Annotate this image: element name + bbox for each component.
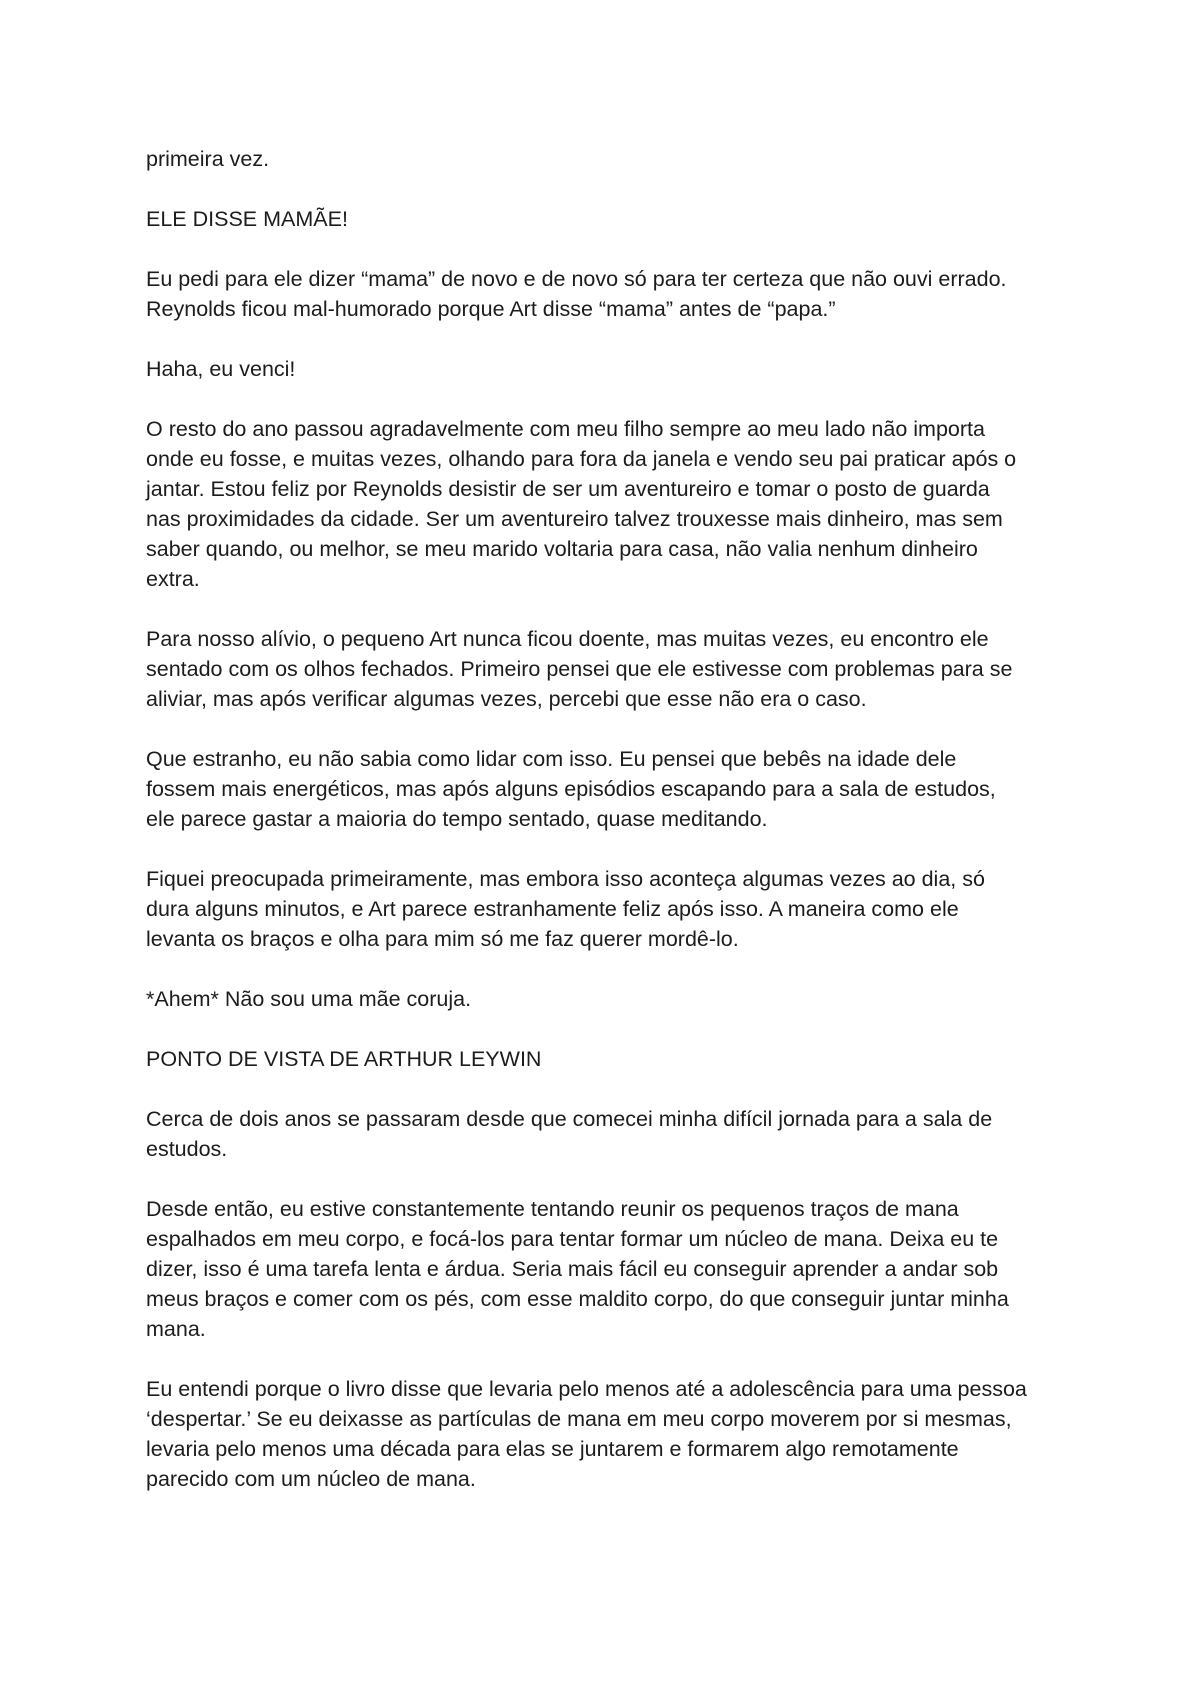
- text-line: levaria pelo menos uma década para elas se juntarem e formarem algo remotamente: [146, 1437, 959, 1461]
- text-line: parecido com um núcleo de mana.: [146, 1467, 476, 1491]
- paragraph: [146, 864, 1076, 954]
- text-line: Cerca de dois anos se passaram desde que comecei minha difícil jornada para a sala de: [146, 1107, 993, 1131]
- text-line: O resto do ano passou agradavelmente com meu filho sempre ao meu lado não importa: [146, 417, 985, 441]
- text-line: extra.: [146, 567, 200, 591]
- paragraph: [146, 744, 1076, 834]
- text-line: ele parece gastar a maioria do tempo sentado, quase meditando.: [146, 807, 768, 831]
- text-line: levanta os braços e olha para mim só me faz querer mordê-lo.: [146, 927, 739, 951]
- paragraph: [146, 144, 1076, 174]
- text-line: dura alguns minutos, e Art parece estranhamente feliz após isso. A maneira como ele: [146, 897, 959, 921]
- text-line: *Ahem* Não sou uma mãe coruja.: [146, 987, 472, 1011]
- document-page: [146, 144, 1076, 1524]
- text-line: Fiquei preocupada primeiramente, mas embora isso aconteça algumas vezes ao dia, só: [146, 867, 985, 891]
- text-line: PONTO DE VISTA DE ARTHUR LEYWIN: [146, 1047, 542, 1071]
- text-line: nas proximidades da cidade. Ser um aventureiro talvez trouxesse mais dinheiro, mas sem: [146, 507, 1003, 531]
- text-line: primeira vez.: [146, 147, 270, 171]
- text-line: fossem mais energéticos, mas após alguns episódios escapando para a sala de estudos,: [146, 777, 996, 801]
- text-line: sentado com os olhos fechados. Primeiro pensei que ele estivesse com problemas para se: [146, 657, 1013, 681]
- text-line: onde eu fosse, e muitas vezes, olhando para fora da janela e vendo seu pai praticar após o: [146, 447, 1017, 471]
- text-line: Que estranho, eu não sabia como lidar com isso. Eu pensei que bebês na idade dele: [146, 747, 957, 771]
- paragraph: [146, 414, 1076, 594]
- paragraph: [146, 264, 1076, 324]
- paragraph: [146, 1374, 1076, 1494]
- text-line: jantar. Estou feliz por Reynolds desistir de ser um aventureiro e tomar o posto de guarda: [146, 477, 990, 501]
- text-line: Eu pedi para ele dizer “mama” de novo e de novo só para ter certeza que não ouvi errado.: [146, 267, 1007, 291]
- paragraph: [146, 1104, 1076, 1164]
- text-line: Reynolds ficou mal-humorado porque Art disse “mama” antes de “papa.”: [146, 297, 836, 321]
- text-line: Desde então, eu estive constantemente tentando reunir os pequenos traços de mana: [146, 1197, 959, 1221]
- paragraph: [146, 984, 1076, 1014]
- text-line: meus braços e comer com os pés, com esse maldito corpo, do que conseguir juntar minha: [146, 1287, 1009, 1311]
- text-line: Para nosso alívio, o pequeno Art nunca ficou doente, mas muitas vezes, eu encontro ele: [146, 627, 989, 651]
- paragraph: [146, 204, 1076, 234]
- paragraph: [146, 1194, 1076, 1344]
- text-line: dizer, isso é uma tarefa lenta e árdua. Seria mais fácil eu conseguir aprender a andar sob: [146, 1257, 999, 1281]
- text-line: estudos.: [146, 1137, 228, 1161]
- section-heading: [146, 1044, 1076, 1074]
- text-line: ‘despertar.’ Se eu deixasse as partículas de mana em meu corpo moverem por si mesmas,: [146, 1407, 1012, 1431]
- text-line: saber quando, ou melhor, se meu marido voltaria para casa, não valia nenhum dinheiro: [146, 537, 978, 561]
- text-line: aliviar, mas após verificar algumas vezes, percebi que esse não era o caso.: [146, 687, 867, 711]
- text-line: Haha, eu venci!: [146, 357, 296, 381]
- paragraph: [146, 624, 1076, 714]
- text-line: ELE DISSE MAMÃE!: [146, 207, 348, 231]
- paragraph: [146, 354, 1076, 384]
- text-line: espalhados em meu corpo, e focá-los para tentar formar um núcleo de mana. Deixa eu te: [146, 1227, 999, 1251]
- text-line: Eu entendi porque o livro disse que levaria pelo menos até a adolescência para uma pessoa: [146, 1377, 1027, 1401]
- text-line: mana.: [146, 1317, 206, 1341]
